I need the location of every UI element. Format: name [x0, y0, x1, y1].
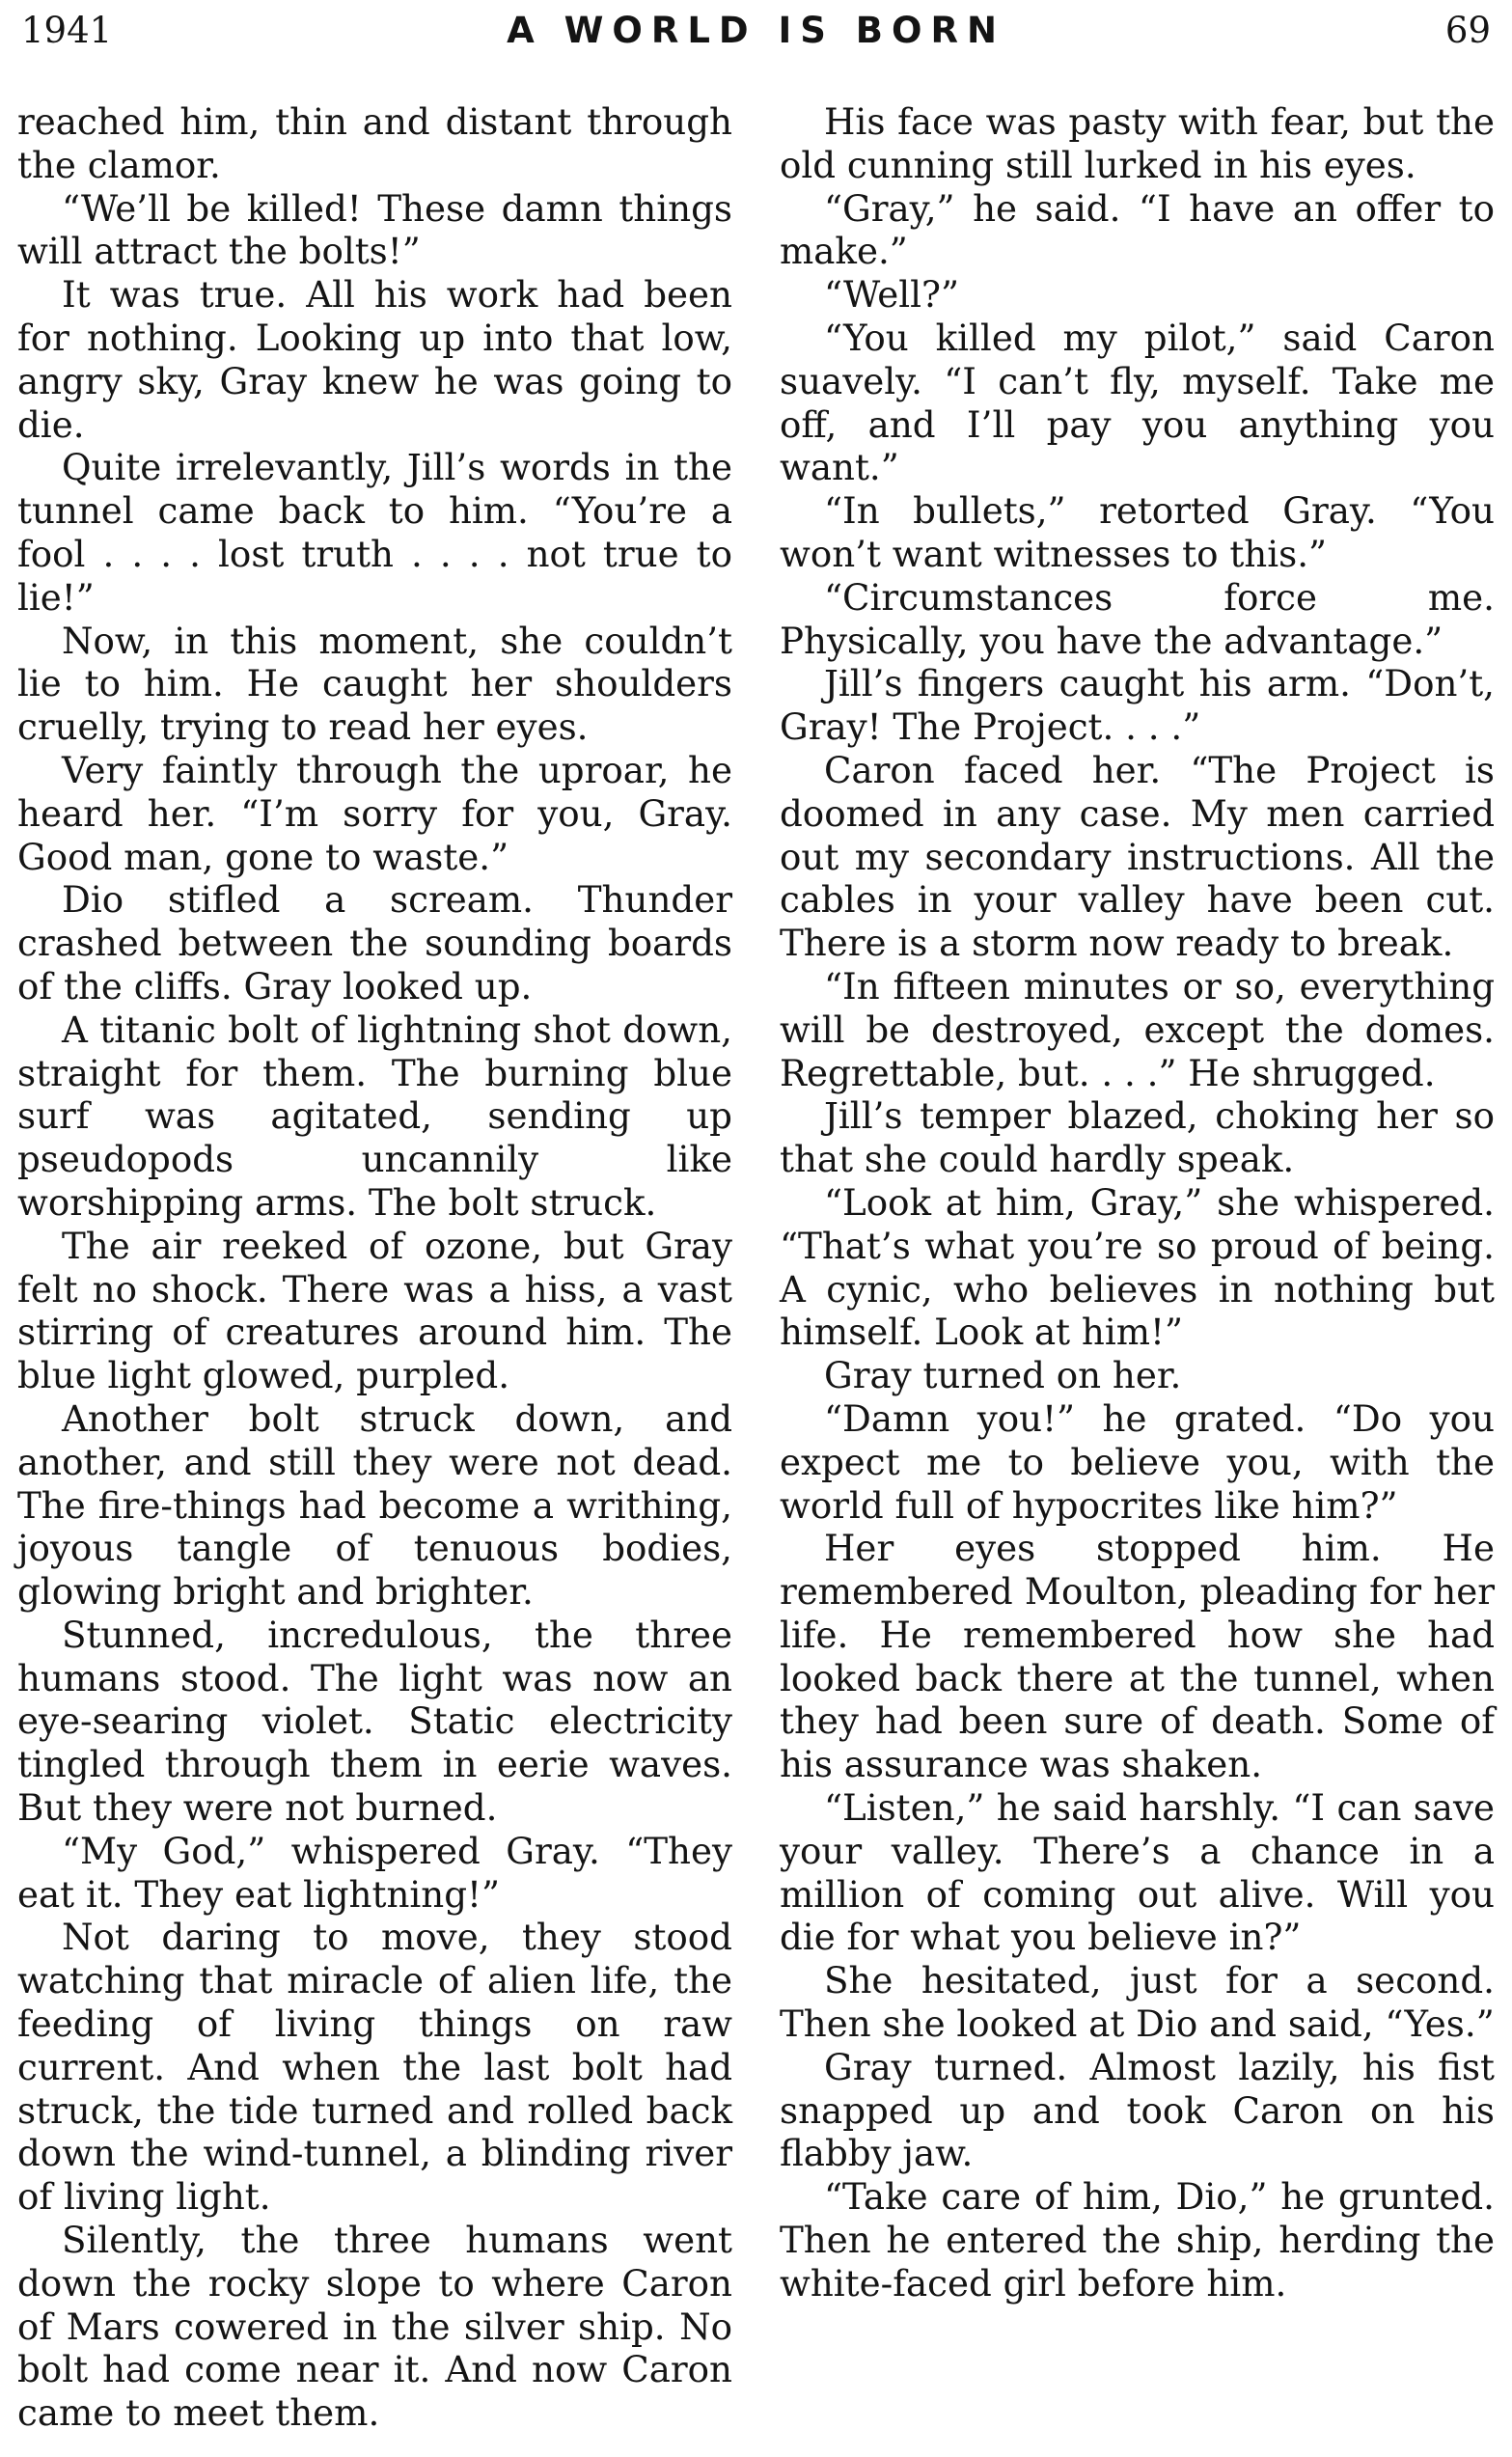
paragraph: “Gray,” he said. “I have an offer to make.”: [780, 186, 1495, 273]
paragraph: “Look at him, Gray,” she whispered. “That’s what you’re so proud of being. A cynic, who believes in nothing but himself. Look at him!”: [780, 1180, 1495, 1354]
paragraph: Now, in this moment, she couldn’t lie to him. He caught her shoulders cruelly, trying to read her eyes.: [17, 619, 732, 749]
paragraph: Dio stifled a scream. Thunder crashed between the sounding boards of the cliffs. Gray looked up.: [17, 878, 732, 1008]
paragraph: “You killed my pilot,” said Caron suavely. “I can’t fly, myself. Take me off, and I’ll pay you anything you want.”: [780, 316, 1495, 489]
paragraph: It was true. All his work had been for nothing. Looking up into that low, angry sky, Gray knew he was going to die.: [17, 273, 732, 446]
paragraph: She hesitated, just for a second. Then she looked at Dio and said, “Yes.”: [780, 1959, 1495, 2046]
left-column: [17, 100, 732, 2435]
paragraph: “Take care of him, Dio,” he grunted. Then he entered the ship, herding the white-faced girl before him.: [780, 2175, 1495, 2305]
paragraph: “In bullets,” retorted Gray. “You won’t want witnesses to this.”: [780, 489, 1495, 575]
page-header: [0, 10, 1512, 58]
paragraph: Her eyes stopped him. He remembered Moulton, pleading for her life. He remembered how she had looked back there at the tunnel, when they had been sure of death. Some of his assurance was shaken.: [780, 1527, 1495, 1786]
paragraph: “We’ll be killed! These damn things will attract the bolts!”: [17, 186, 732, 273]
header-page-number: 69: [1444, 10, 1491, 51]
paragraph: Very faintly through the uproar, he heard her. “I’m sorry for you, Gray. Good man, gone to waste.”: [17, 748, 732, 878]
paragraph: reached him, thin and distant through the clamor.: [17, 100, 732, 186]
paragraph: Jill’s fingers caught his arm. “Don’t, Gray! The Project. . . .”: [780, 662, 1495, 749]
paragraph: Not daring to move, they stood watching that miracle of alien life, the feeding of living things on raw current. And when the last bolt had struck, the tide turned and rolled back down the wind-tunnel, a blinding river of living light.: [17, 1916, 732, 2219]
paragraph: Gray turned on her.: [824, 1354, 1182, 1397]
paragraph: Jill’s temper blazed, choking her so that she could hardly speak.: [780, 1094, 1495, 1181]
paragraph: “In fifteen minutes or so, everything will be destroyed, except the domes. Regrettable, but. . . .” He shrugged.: [780, 964, 1495, 1094]
paragraph: “Damn you!” he grated. “Do you expect me to believe you, with the world full of hypocrites like him?”: [780, 1396, 1495, 1527]
paragraph: Quite irrelevantly, Jill’s words in the tunnel came back to him. “You’re a fool . . . . lost truth . . . . not true to lie!”: [17, 446, 732, 619]
paragraph: “Listen,” he said harshly. “I can save your valley. There’s a chance in a million of coming out alive. Will you die for what you believe in?”: [780, 1786, 1495, 1959]
paragraph: “Well?”: [824, 273, 959, 317]
paragraph: Stunned, incredulous, the three humans stood. The light was now an eye-searing violet. Static electricity tingled through them in eerie waves. But they were not burned.: [17, 1613, 732, 1830]
paragraph: Gray turned. Almost lazily, his fist snapped up and took Caron on his flabby jaw.: [780, 2045, 1495, 2175]
paragraph: Another bolt struck down, and another, and still they were not dead. The fire-things had become a writhing, joyous tangle of tenuous bodies, glowing bright and brighter.: [17, 1396, 732, 1614]
right-column: [780, 100, 1495, 2305]
header-year: 1941: [21, 10, 113, 51]
paragraph: “Circumstances force me. Physically, you have the advantage.”: [780, 575, 1495, 662]
paragraph: His face was pasty with fear, but the old cunning still lurked in his eyes.: [780, 100, 1495, 186]
paragraph: Caron faced her. “The Project is doomed in any case. My men carried out my secondary instructions. All the cables in your valley have been cut. There is a storm now ready to break.: [780, 748, 1495, 965]
paragraph: A titanic bolt of lightning shot down, straight for them. The burning blue surf was agitated, sending up pseudopods uncannily like worshipping arms. The bolt struck.: [17, 1008, 732, 1224]
header-title: A WORLD IS BORN: [507, 10, 1005, 51]
paragraph: The air reeked of ozone, but Gray felt no shock. There was a hiss, a vast stirring of creatures around him. The blue light glowed, purpled.: [17, 1224, 732, 1397]
paragraph: Silently, the three humans went down the rocky slope to where Caron of Mars cowered in the silver ship. No bolt had come near it. And now Caron came to meet them.: [17, 2219, 732, 2435]
paragraph: “My God,” whispered Gray. “They eat it. They eat lightning!”: [17, 1829, 732, 1916]
